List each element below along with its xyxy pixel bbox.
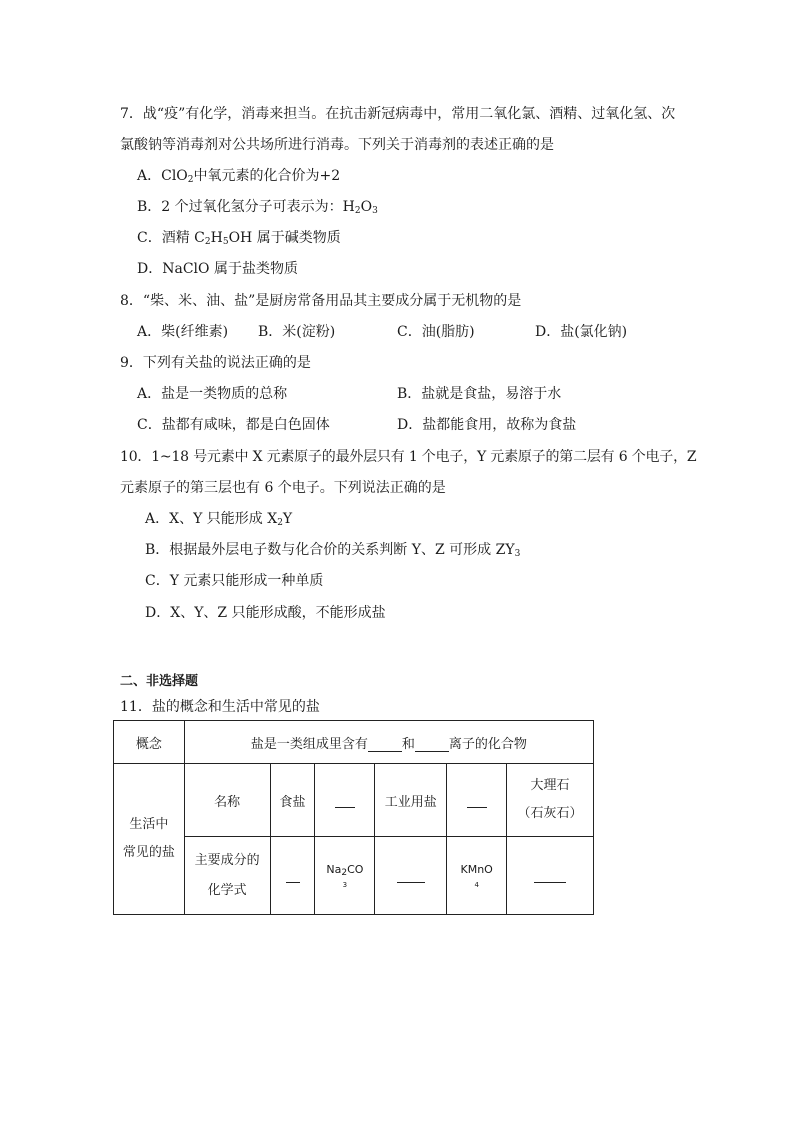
formula-blank-1[interactable] <box>286 868 300 883</box>
concept-header: 概念 <box>114 721 185 764</box>
salt-table <box>113 720 594 915</box>
q10-option-c: C．Y 元素只能形成一种单质 <box>145 573 324 589</box>
name-marble: 大理石 （石灰石） <box>507 764 594 837</box>
formula-label: 主要成分的 化学式 <box>184 837 270 915</box>
concept-row <box>114 721 594 764</box>
formula-blank-cell-1 <box>270 837 315 915</box>
name-blank-2[interactable] <box>467 793 487 808</box>
q7-option-b: B．2 个过氧化氢分子可表示为：$H_2O_3$ <box>137 199 378 216</box>
name-blank-1[interactable] <box>335 793 355 808</box>
q9-option-c: C．盐都有咸味，都是白色固体 <box>137 417 330 433</box>
q9-stem: 9．下列有关盐的说法正确的是 <box>120 355 311 371</box>
concept-blank-2[interactable] <box>415 737 449 752</box>
q10-stem-line2: 元素原子的第三层也有 6 个电子。下列说法正确的是 <box>120 480 446 496</box>
formula-row <box>114 837 594 915</box>
concept-text: 盐是一类组成里含有 和 离子的化合物 <box>184 721 593 764</box>
q9-option-d: D．盐都能食用，故称为食盐 <box>397 417 577 433</box>
name-blank-cell-2 <box>447 764 507 837</box>
name-row <box>114 764 594 837</box>
q7-option-d: D．NaClO 属于盐类物质 <box>137 261 298 277</box>
q7-option-a: A．ClO$_2$中氧元素的化合价为+2 <box>137 168 341 185</box>
q10-option-d: D．X、Y、Z 只能形成酸，不能形成盐 <box>145 605 386 621</box>
q7-option-c: C．酒精 $C_2H_5OH$ 属于碱类物质 <box>137 230 341 247</box>
q8-option-a: A．柴(纤维素) <box>137 324 229 340</box>
q9-option-b: B．盐就是食盐，易溶于水 <box>397 386 562 402</box>
formula-blank-2[interactable] <box>397 868 425 883</box>
formula-potassium-permanganate: KMnO 4 <box>447 837 507 915</box>
formula-blank-cell-3 <box>507 837 594 915</box>
common-salts-header: 生活中 常见的盐 <box>114 764 185 915</box>
name-label: 名称 <box>184 764 270 837</box>
q8-option-b: B．米(淀粉) <box>258 324 336 340</box>
concept-blank-1[interactable] <box>368 737 402 752</box>
q11-stem: 11．盐的概念和生活中常见的盐 <box>120 699 320 715</box>
section-title: 二、非选择题 <box>120 674 199 689</box>
q7-stem-line1: 7．战“疫”有化学，消毒来担当。在抗击新冠病毒中，常用二氧化氯、酒精、过氧化氢、次 <box>120 106 676 122</box>
q10-stem-line1: 10．1~18 号元素中 X 元素原子的最外层只有 1 个电子，Y 元素原子的第二层有 6 个电子，Z <box>120 449 697 465</box>
q9-option-a: A．盐是一类物质的总称 <box>137 386 288 402</box>
name-table-salt: 食盐 <box>270 764 315 837</box>
q10-option-a: A．X、Y 只能形成 $X_2Y$ <box>145 511 293 528</box>
name-industrial-salt: 工业用盐 <box>375 764 447 837</box>
name-blank-cell-1 <box>315 764 375 837</box>
q8-stem: 8．“柴、米、油、盐”是厨房常备用品其主要成分属于无机物的是 <box>120 293 522 309</box>
q8-option-d: D．盐(氯化钠) <box>535 324 628 340</box>
formula-blank-cell-2 <box>375 837 447 915</box>
q10-option-b: B．根据最外层电子数与化合价的关系判断 Y、Z 可形成 $ZY_3$ <box>145 542 521 559</box>
q7-stem-line2: 氯酸钠等消毒剂对公共场所进行消毒。下列关于消毒剂的表述正确的是 <box>120 137 554 153</box>
formula-blank-3[interactable] <box>534 868 566 883</box>
formula-sodium-nitrite: $Na_2CO$ 3 <box>315 837 375 915</box>
q8-option-c: C．油(脂肪) <box>397 324 475 340</box>
